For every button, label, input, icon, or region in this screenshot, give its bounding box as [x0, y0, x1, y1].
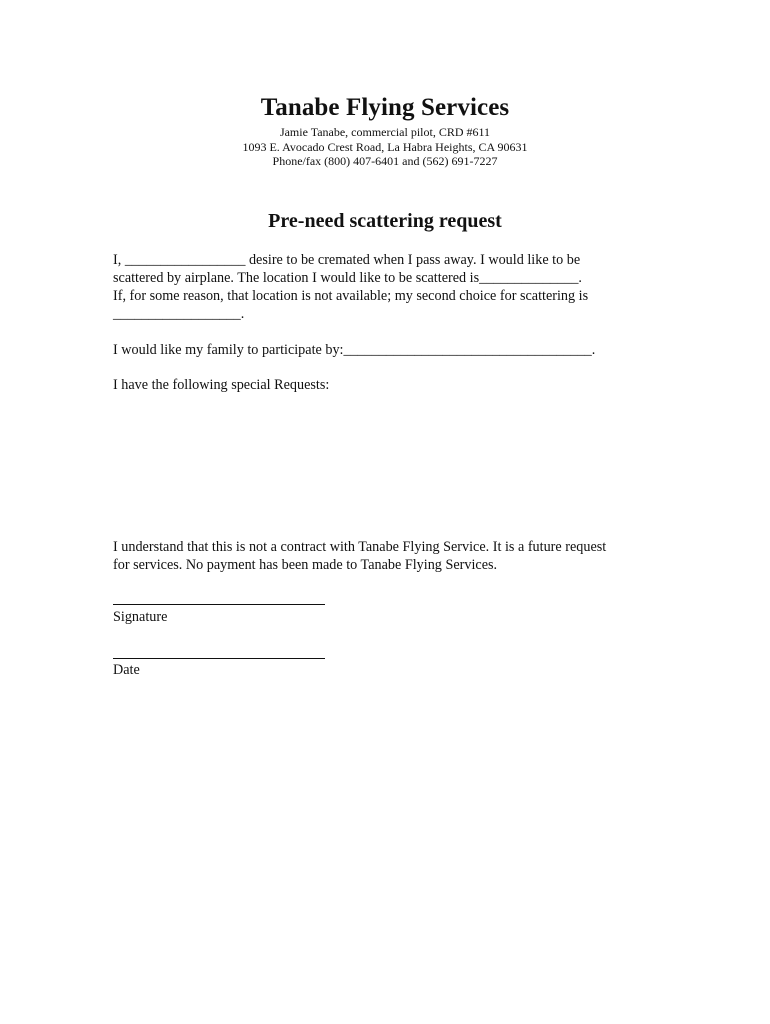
cremation-statement-line-3: If, for some reason, that location is not available; my second choice for scattering is: [113, 288, 589, 304]
company-name: Tanabe Flying Services: [260, 94, 510, 121]
date-line: [113, 658, 325, 659]
special-requests-label: I have the following special Requests:: [113, 377, 330, 393]
pilot-info: Jamie Tanabe, commercial pilot, CRD #611: [279, 125, 491, 139]
cremation-statement-line-1: I, _________________ desire to be cremated when I pass away. I would like to be: [113, 252, 581, 268]
signature-label: Signature: [113, 609, 168, 625]
disclaimer-line-2: for services. No payment has been made to Tanabe Flying Services.: [113, 557, 498, 573]
cremation-statement-line-4: __________________.: [113, 306, 245, 322]
cremation-statement-line-2: scattered by airplane. The location I would like to be scattered is______________.: [113, 270, 582, 286]
disclaimer-line-1: I understand that this is not a contract with Tanabe Flying Service. It is a future request: [113, 539, 607, 555]
family-participation-line: I would like my family to participate by:___________________________________.: [113, 342, 596, 358]
address: 1093 E. Avocado Crest Road, La Habra Heights, CA 90631: [242, 139, 528, 154]
signature-line: [113, 604, 325, 605]
phone-fax: Phone/fax (800) 407-6401 and (562) 691-7227: [272, 154, 498, 168]
form-title: Pre-need scattering request: [268, 210, 502, 232]
date-label: Date: [113, 662, 140, 678]
